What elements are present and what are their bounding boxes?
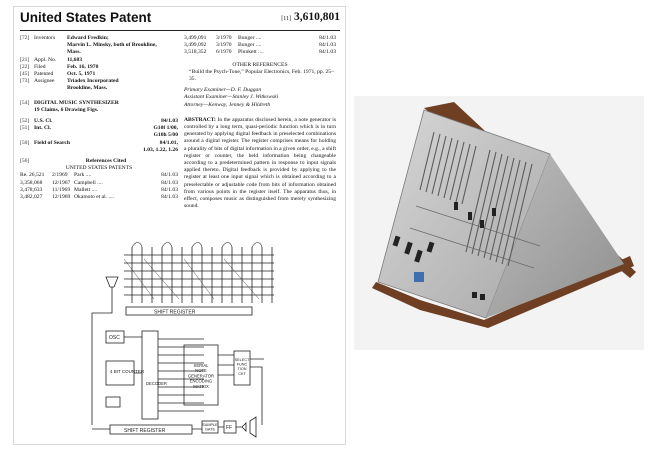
field-row (20, 78, 178, 92)
reference-name: Park .... (74, 172, 92, 179)
class-row-continued: G10h 5/00 (153, 132, 178, 139)
examiners-list (184, 87, 336, 109)
reference-class: 84/1.03 (161, 186, 178, 193)
reference-row (20, 194, 178, 201)
shift-register-top-label: SHIFT REGISTER (154, 309, 196, 316)
field-value: Triadex Incorporated Brookline, Mass. (67, 78, 119, 92)
field-row (20, 35, 178, 57)
class-code: [50] (20, 139, 30, 146)
field-row (20, 71, 178, 78)
field-code: [45] (20, 71, 30, 78)
field-label: Patented (34, 71, 54, 78)
synthesizer-photo (354, 96, 644, 350)
reference-name: Bunger .... (238, 35, 262, 41)
class-value: G10f 1/00, (153, 125, 178, 132)
class-label: Int. Cl. (34, 125, 51, 132)
class-value: 84/1.03 (161, 118, 178, 125)
claims-count: 19 Claims, 6 Drawing Figs. (34, 106, 99, 113)
field-value: Edward Fredkin; Marvin L. Minsky, both of Brookline, Mass. (67, 35, 157, 56)
field-label: Assignee (34, 78, 55, 85)
reference-row (184, 35, 336, 42)
bibliographic-fields (20, 35, 178, 93)
field-code: [73] (20, 78, 30, 85)
patent-left-column (20, 35, 178, 201)
abstract-text: In the apparatus disclosed herein, a note generator is controlled by a long term, quasi-periodic function which is in turn generated by applying digital feedback in preselected combinations around a digital register. The register comprises means for holding a plurality of bits of digital information in a given order, e.g., a shift register or counter, the held information being changeable according to a predetermined pattern in response to input signals applied thereto. Digital feedback is provided by applying to the register at least one input signal which is obtained according to a preselectable or adjustable code from bits of information obtained from various points in the register itself. The apparatus thus, in effect, composes music as distinguished from merely synthesizing sound. (184, 116, 336, 210)
reference-name: Okamoto et al. .... (74, 194, 115, 201)
reference-class: 84/1.03 (319, 49, 336, 56)
title-code: [54] (20, 99, 30, 106)
reference-number: 3,358,068 (20, 179, 43, 186)
serial-note-generator-label: SERIAL NOTE GENERATOR ENCODING MATRIX (187, 363, 215, 389)
field-label: Appl. No. (34, 56, 57, 63)
osc-lower-block (106, 397, 120, 407)
reference-date: 3/1970 (216, 42, 232, 49)
reference-name: Mallett .... (74, 186, 98, 193)
references-block (20, 158, 178, 165)
reference-number: Re. 26,521 (20, 172, 45, 179)
patent-number-code: [11] (281, 16, 291, 22)
class-code: [51] (20, 125, 30, 132)
class-row (20, 125, 178, 132)
examiner-line: Assistant Examiner—Stanley J. Witkowski (184, 94, 279, 101)
references-list-right (184, 35, 336, 57)
examiner-line: Primary Examiner—D. F. Duggan (184, 87, 262, 94)
speaker-icon (250, 417, 256, 437)
reference-number: 3,518,352 (184, 49, 207, 56)
reference-row (184, 42, 336, 49)
patent-right-column (184, 35, 336, 210)
reference-number: 3,499,091 (184, 35, 207, 41)
counter-label: 4 BIT COUNTER (110, 369, 145, 374)
decoder-label: DECODER (146, 381, 167, 386)
patent-number (281, 11, 340, 23)
field-code: [22] (20, 63, 30, 70)
sample-gate-label: SAMPLE GATE (202, 423, 218, 432)
field-value: 11,683 (67, 56, 83, 63)
reference-date: 11/1969 (52, 186, 71, 193)
reference-name: Bunger .... (238, 42, 262, 49)
reference-date: 12/1969 (52, 194, 71, 201)
patent-number-value: 3,610,801 (294, 11, 340, 23)
field-code: [21] (20, 56, 30, 63)
field-label: Filed (34, 63, 46, 70)
class-label: U.S. Cl. (34, 118, 53, 125)
reference-class: 84/1.03 (319, 42, 336, 49)
references-code: [56] (20, 158, 30, 165)
circuit-schematic (84, 235, 284, 441)
abstract (184, 117, 336, 211)
ff-label: FF (226, 425, 233, 431)
reference-class: 84/1.03 (319, 35, 336, 41)
field-row (20, 64, 178, 71)
decoder-block (142, 331, 158, 419)
reference-date: 12/1967 (52, 179, 71, 186)
class-value: 84/1.01, (159, 139, 178, 146)
xor-gate-symbol (106, 277, 118, 287)
other-references-heading: OTHER REFERENCES (232, 61, 288, 68)
reference-row (184, 49, 336, 56)
patent-header (20, 10, 340, 31)
reference-class: 84/1.03 (161, 172, 178, 179)
other-references-text: “Build the Psych-Tone,” Popular Electronics, Feb. 1971, pp. 25–35. (189, 68, 334, 83)
patent-page (13, 6, 346, 445)
switch-ladder (124, 243, 274, 304)
class-row-continued: 1.03, 1.22, 1.26 (143, 146, 178, 153)
triadex-logo (414, 272, 424, 282)
reference-date: 3/1970 (216, 35, 232, 41)
title-block (20, 100, 178, 114)
reference-class: 84/1.03 (161, 179, 178, 186)
select-function-label: SELECT FUNC TION CKT (234, 358, 250, 376)
class-row (20, 140, 178, 147)
abstract-label: ABSTRACT: (184, 116, 216, 123)
reference-row (20, 172, 178, 179)
patent-title: United States Patent (20, 10, 152, 25)
reference-date: 6/1970 (216, 49, 232, 56)
class-label: Field of Search (34, 139, 70, 146)
reference-row (20, 187, 178, 194)
class-code: [52] (20, 118, 30, 125)
invention-title: DIGITAL MUSIC SYNTHESIZER (34, 99, 119, 106)
reference-name: Plunkett .... (238, 49, 264, 56)
shift-register-bottom-label: SHIFT REGISTER (124, 428, 166, 434)
field-value: Oct. 5, 1971 (67, 71, 96, 78)
field-value: Feb. 16, 1970 (67, 63, 99, 70)
references-subheading: UNITED STATES PATENTS (65, 165, 133, 172)
reference-class: 84/1.03 (161, 194, 178, 201)
reference-name: Campbell .... (74, 179, 103, 186)
field-code: [72] (20, 35, 30, 41)
reference-row (20, 180, 178, 187)
osc-label: OSC (109, 335, 120, 341)
references-list-left (20, 172, 178, 201)
field-label: Inventors (34, 35, 56, 41)
classification-fields (20, 118, 178, 154)
references-heading: References Cited (85, 158, 127, 165)
examiner-line: Attorney—Kenway, Jenney & Hildreth (184, 101, 271, 108)
class-row (20, 118, 178, 125)
reference-number: 3,482,027 (20, 194, 43, 201)
reference-number: 3,499,092 (184, 42, 207, 49)
field-row (20, 57, 178, 64)
reference-number: 3,478,633 (20, 186, 43, 193)
reference-date: 2/1969 (52, 172, 68, 179)
